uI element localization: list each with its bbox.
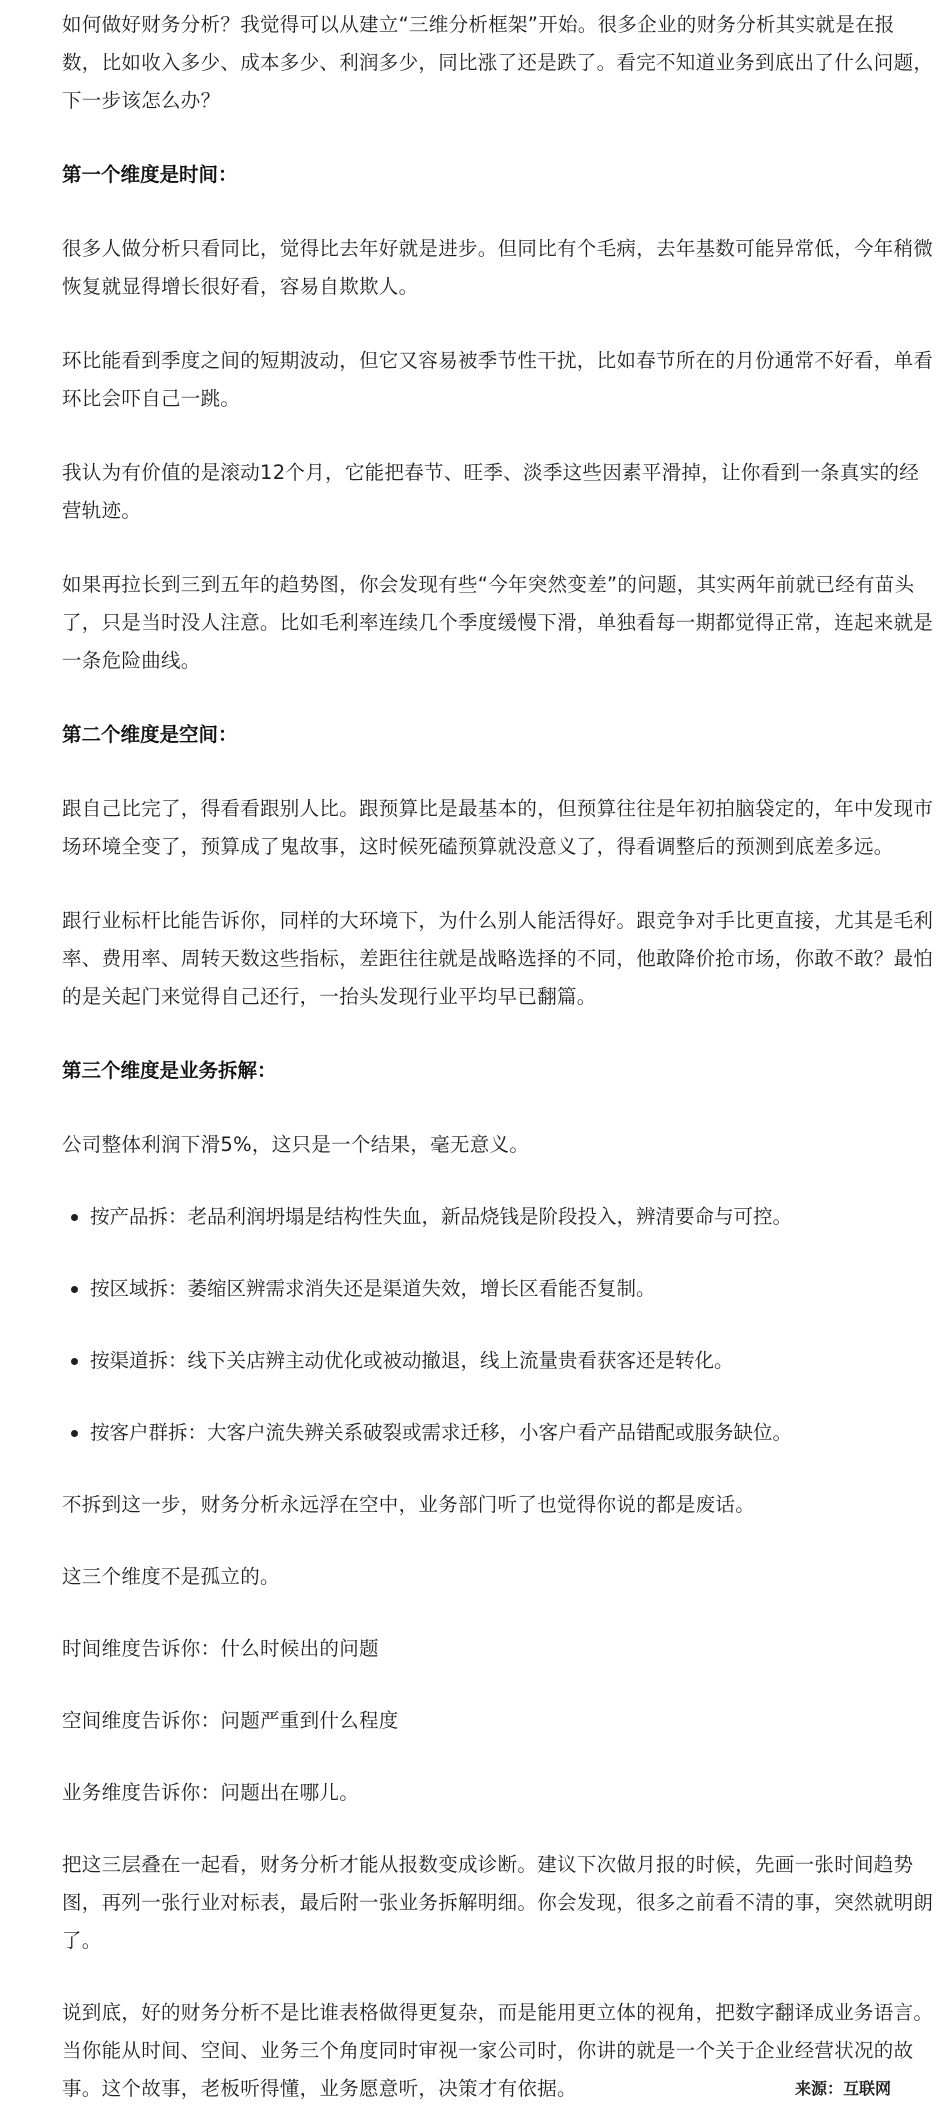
list-item	[62, 1414, 934, 1452]
list-item	[62, 1342, 934, 1380]
list-item-text: 按产品拆：老品利润坍塌是结构性失血，新品烧钱是阶段投入，辨清要命与可控。	[90, 1205, 793, 1228]
paragraph: 如果再拉长到三到五年的趋势图，你会发现有些“今年突然变差”的问题，其实两年前就已经有苗头了，只是当时没人注意。比如毛利率连续几个季度缓慢下滑，单独看每一期都觉得正常，连起来就是一条危险曲线。	[62, 573, 934, 672]
paragraph: 时间维度告诉你：什么时候出的问题	[62, 1637, 379, 1660]
bullet-dot-icon	[71, 1358, 78, 1365]
source-credit: 来源：互联网	[794, 2079, 891, 2098]
intro-paragraph: 如何做好财务分析？我觉得可以从建立“三维分析框架”开始。很多企业的财务分析其实就是在报数，比如收入多少、成本多少、利润多少，同比涨了还是跌了。看完不知道业务到底出了什么问题，下一步该怎么办？	[62, 13, 934, 112]
paragraph: 把这三层叠在一起看，财务分析才能从报数变成诊断。建议下次做月报的时候，先画一张时间趋势图，再列一张行业对标表，最后附一张业务拆解明细。你会发现，很多之前看不清的事，突然就明朗了。	[62, 1853, 934, 1952]
paragraph: 不拆到这一步，财务分析永远浮在空中，业务部门听了也觉得你说的都是废话。	[62, 1493, 756, 1516]
section-heading-space: 第二个维度是空间：	[62, 723, 238, 746]
list-item	[62, 1270, 934, 1308]
bullet-dot-icon	[71, 1286, 78, 1293]
paragraph: 说到底，好的财务分析不是比谁表格做得更复杂，而是能用更立体的视角，把数字翻译成业务语言。当你能从时间、空间、业务三个角度同时审视一家公司时，你讲的就是一个关于企业经营状况的故事。这个故事，老板听得懂，业务愿意听，决策才有依据。	[62, 2001, 934, 2100]
bullet-dot-icon	[71, 1214, 78, 1221]
list-item-text: 按渠道拆：线下关店辨主动优化或被动撤退，线上流量贵看获客还是转化。	[90, 1349, 734, 1372]
article-body	[62, 6, 934, 2108]
paragraph: 这三个维度不是孤立的。	[62, 1565, 280, 1588]
paragraph: 跟行业标杆比能告诉你，同样的大环境下，为什么别人能活得好。跟竞争对手比更直接，尤其是毛利率、费用率、周转天数这些指标，差距往往就是战略选择的不同，他敢降价抢市场，你敢不敢？最怕的是关起门来觉得自己还行，一抬头发现行业平均早已翻篇。	[62, 909, 934, 1008]
paragraph: 环比能看到季度之间的短期波动，但它又容易被季节性干扰，比如春节所在的月份通常不好看，单看环比会吓自己一跳。	[62, 349, 934, 410]
list-item-text: 按区域拆：萎缩区辨需求消失还是渠道失效，增长区看能否复制。	[90, 1277, 656, 1300]
bullet-dot-icon	[71, 1430, 78, 1437]
section-heading-business: 第三个维度是业务拆解：	[62, 1059, 277, 1082]
paragraph: 公司整体利润下滑5%，这只是一个结果，毫无意义。	[62, 1133, 530, 1156]
paragraph: 业务维度告诉你：问题出在哪儿。	[62, 1781, 360, 1804]
paragraph: 很多人做分析只看同比，觉得比去年好就是进步。但同比有个毛病，去年基数可能异常低，今年稍微恢复就显得增长很好看，容易自欺欺人。	[62, 237, 934, 298]
section-heading-time: 第一个维度是时间：	[62, 163, 238, 186]
list-item	[62, 1198, 934, 1236]
paragraph: 空间维度告诉你：问题严重到什么程度	[62, 1709, 399, 1732]
paragraph: 我认为有价值的是滚动12个月，它能把春节、旺季、淡季这些因素平滑掉，让你看到一条真实的经营轨迹。	[62, 461, 920, 522]
list-item-text: 按客户群拆：大客户流失辨关系破裂或需求迁移，小客户看产品错配或服务缺位。	[90, 1421, 793, 1444]
paragraph: 跟自己比完了，得看看跟别人比。跟预算比是最基本的，但预算往往是年初拍脑袋定的，年中发现市场环境全变了，预算成了鬼故事，这时候死磕预算就没意义了，得看调整后的预测到底差多远。	[62, 797, 934, 858]
